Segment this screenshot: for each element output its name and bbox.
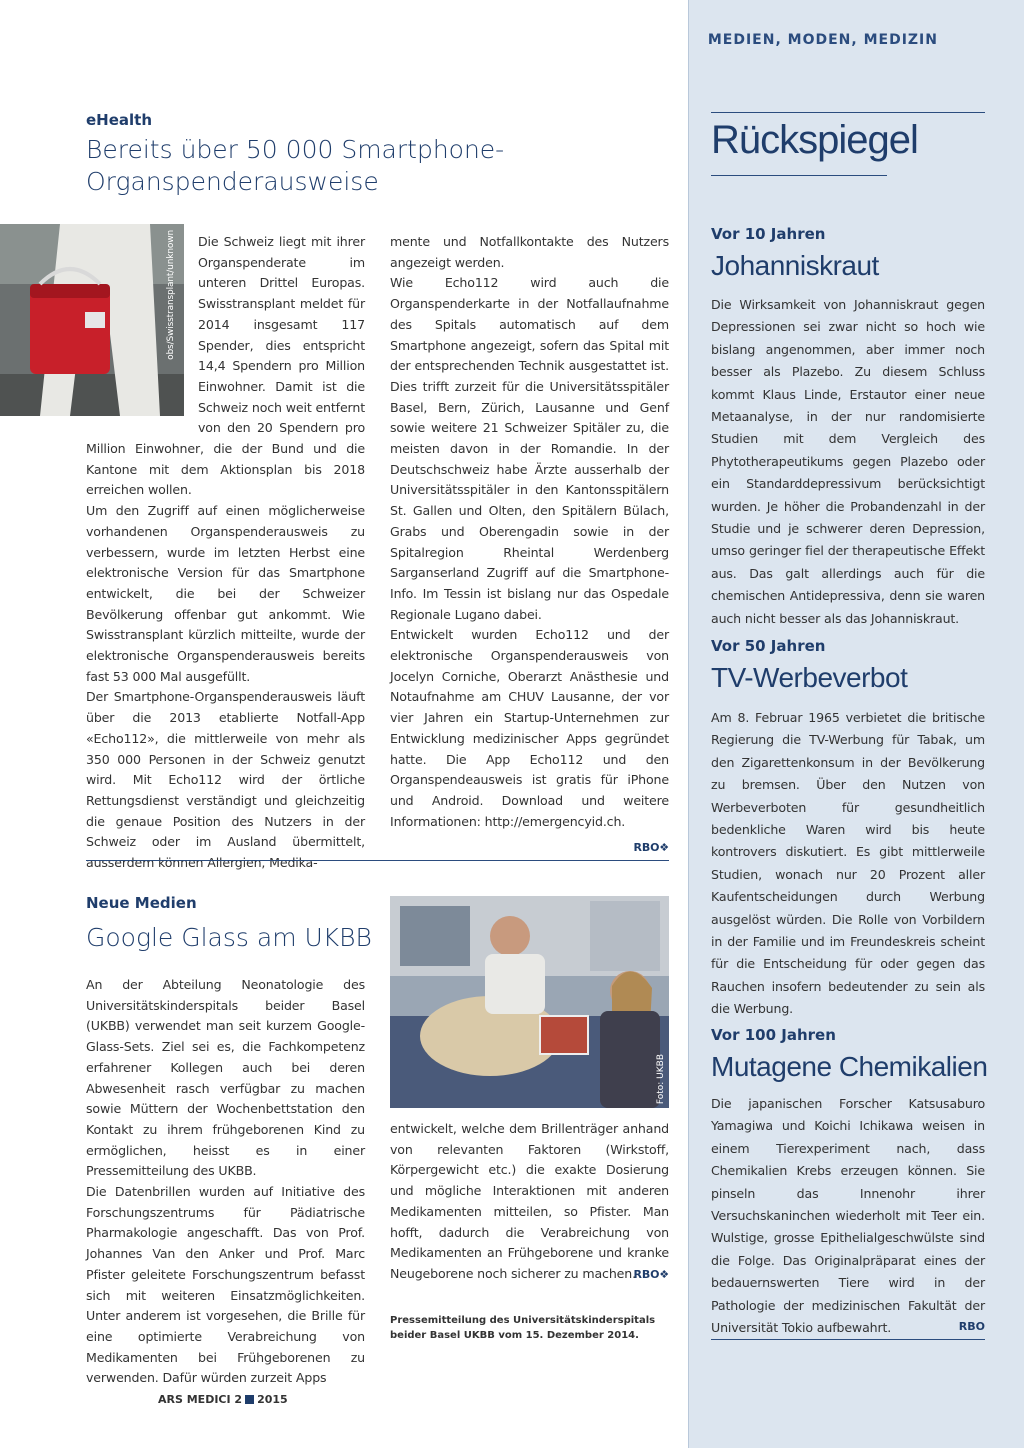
sidebar-item-2-title: TV-Werbeverbot xyxy=(711,662,908,693)
sidebar-item-1-text: Die Wirksamkeit von Johanniskraut gegen Depressionen sei zwar nicht so hoch wie bislang angenommen, aber immer noch besser als Plazebo. Zu diesem Schluss kommt Klaus Linde, Erstautor einer neue Metaanalyse, in der nur randomisierte Studien mit dem Vergleich des Phytotherapeutikums gegen Plazebo oder ein Standarddepressivum berücksichtigt wurden. Je höher die Probandenzahl in der Studie und je schwerer deren Depression, umso geringer fiel der therapeutische Effekt aus. Das galt allerdings auch für die chemischen Antidepressiva, denn sie waren auch nicht besser als das Johanniskraut. xyxy=(711,297,985,626)
ehealth-paragraph-4: mente und Notfallkontakte des Nutzers angezeigt werden. xyxy=(390,234,669,270)
footer-journal: ARS MEDICI 2 xyxy=(158,1393,243,1406)
ehealth-headline-line1: Bereits über 50 000 Smartphone- xyxy=(86,135,505,164)
ehealth-photo-credit: obs/Swisstransplant/unknown xyxy=(166,230,177,360)
ehealth-kicker: eHealth xyxy=(86,111,153,129)
sidebar-signature: RBO xyxy=(958,1320,985,1333)
ehealth-column-2 xyxy=(390,232,669,859)
sidebar-title: Rückspiegel xyxy=(711,118,918,162)
section-header: MEDIEN, MODEN, MEDIZIN xyxy=(707,32,938,48)
neonatal-photo xyxy=(390,896,669,1108)
article-divider xyxy=(86,860,669,861)
glass-caption: Pressemitteilung des Universitätskinderspitals beider Basel UKBB vom 15. Dezember 2014. xyxy=(390,1315,656,1341)
glass-photo-credit: Foto: UKBB xyxy=(656,1053,666,1104)
sidebar-top-rule xyxy=(711,112,985,113)
neonatal-care-image xyxy=(390,896,669,1108)
glass-paragraph-1: An der Abteilung Neonatologie des Universitätskinderspitals beider Basel (UKBB) verwendet man seit kurzem Google-Glass-Sets. Ziel sei es, die Fachkompetenz erfahrener Kollegen auch bei deren Abwesenheit rasch verfügbar zu machen sowie Müttern der Wochenbettstation den Kontakt zu ihrem frühgeborenen Kind zu ermöglichen, heisst es in einer Pressemitteilung des UKBB. xyxy=(86,977,365,1179)
organ-cooler-image xyxy=(0,224,184,416)
ehealth-headline xyxy=(86,134,646,198)
footer-year: 2015 xyxy=(257,1393,288,1406)
glass-paragraph-2: Die Datenbrillen wurden auf Initiative des Forschungszentrums für Pädiatrische Pharmakologie angeschafft. Das von Prof. Johannes Van den Anker und Prof. Marc Pfister geleitete Forschungszentrum befasst sich mit weiteren Einsatzmöglichkeiten. Unter anderem ist vorgesehen, die Brille für eine optimierte Verabreichung von Medikamenten bei Frühgeborenen zu verwenden. Dafür würden zurzeit Apps xyxy=(86,1184,365,1386)
ehealth-column-1 xyxy=(86,232,365,874)
glass-column-2 xyxy=(390,1119,669,1285)
sidebar-item-3-title: Mutagene Chemikalien xyxy=(711,1051,988,1082)
ehealth-paragraph-3: Der Smartphone-Organspenderausweis läuft über die 2013 etablierte Notfall-App «Echo112», die mittlerweile von mehr als 350 000 Personen in der Schweiz genutzt wird. Mit Echo112 wird der örtliche Rettungsdienst verständigt und gleichzeitig die genaue Position des Nutzers in der Schweiz oder im Ausland übermittelt, ausserdem können Allergien, Medika- xyxy=(86,689,365,871)
glass-kicker: Neue Medien xyxy=(86,894,197,912)
sidebar-item-2-text: Am 8. Februar 1965 verbietet die britische Regierung die TV-Werbung für Tabak, um den Zigarettenkonsum in der Bevölkerung zu bremsen. Über den Nutzen von Werbeverboten für gesundheitlich bedenkliche Waren wird bis heute kontrovers diskutiert. Es gibt mittlerweile Studien, wonach nur 20 Prozent aller Kaufentscheidungen durch Werbung ausgelöst würden. Die Rolle von Vorbildern in der Familie und im Freundeskreis scheint für die Entscheidung für oder gegen das Rauchen insofern bedeutender zu sein als die Werbung. xyxy=(711,710,985,1017)
ehealth-paragraph-6: Entwickelt wurden Echo112 und der elektronische Organspenderausweis von Jocelyn Corniche, Oberarzt Anästhesie und Notaufnahme am CHUV Lausanne, der vor vier Jahren ein Startup-Unternehmen zur Entwicklung medizinischer Apps gegründet hatte. Die App Echo112 und den Organspendeausweis ist gratis für iPhone und Android. Download und weitere Informationen: http://emergencyid.ch. xyxy=(390,627,669,829)
ehealth-headline-line2: Organspenderausweise xyxy=(86,167,379,196)
sidebar-item-2-kicker: Vor 50 Jahren xyxy=(711,637,826,655)
sidebar-item-1-title: Johanniskraut xyxy=(711,250,879,281)
sidebar-item-1-kicker: Vor 10 Jahren xyxy=(711,225,826,243)
sidebar-title-underline xyxy=(711,175,887,176)
glass-paragraph-3: entwickelt, welche dem Brillenträger anhand von relevanten Faktoren (Wirkstoff, Körpergewicht etc.) die exakte Dosierung und mögliche Interaktionen mit anderen Medikamenten mitteilen, so Pfister. Man hofft, dadurch die Verabreichung von Medikamenten an Frühgeborene und kranke Neugeborene noch sicherer zu machen. xyxy=(390,1121,669,1281)
sidebar-item-3-text: Die japanischen Forscher Katsusaburo Yamagiwa und Koichi Ichikawa weisen in einem Tierexperiment nach, dass Chemikalien Krebs erzeugen können. Sie pinseln das Innenohr ihrer Versuchskaninchen wiederholt mit Teer ein. Wulstige, grosse Epithelialgeschwülste sind die Folge. Das Originalpräparat eines der bedauernswerten Tiere wird in der Pathologie der medizinischen Fakultät der Universität Tokio aufbewahrt. xyxy=(711,1096,985,1336)
glass-column-1 xyxy=(86,975,365,1389)
glass-headline: Google Glass am UKBB xyxy=(86,923,372,952)
sidebar-item-3-kicker: Vor 100 Jahren xyxy=(711,1026,836,1044)
ehealth-paragraph-2: Um den Zugriff auf einen möglicherweise vorhandenen Organspenderausweis zu verbessern, wurde im letzten Herbst eine elektronische Version für das Smartphone entwickelt, die bei der Schweizer Bevölkerung offenbar gut ankommt. Wie Swisstransplant kürzlich mitteilte, wurde der elektronische Organspenderausweis bereits fast 53 000 Mal ausgefüllt. xyxy=(86,503,365,684)
ehealth-paragraph-5: Wie Echo112 wird auch die Organspenderkarte in der Notfallaufnahme des Spitals automatisch auf dem Smartphone angezeigt, sofern das Spital mit der entsprechenden Technik ausgestattet ist. Dies trifft zurzeit für die Universitätsspitäler Basel, Bern, Zürich, Lausanne und Genf sowie weitere 21 Schweizer Spitäler zu, die meisten davon in der Romandie. In der Deutschschweiz habe Ärzte ausserhalb der Universitätsspitäler in den Kantonsspitälern St. Gallen und Olten, den Spitälern Bülach, Grabs und Oberengadin sowie in der Spitalregion Rheintal Werdenberg Sarganserland Zugriff auf die Smartphone-Info. Im Tessin ist bislang nur das Ospedale Regionale Lugano dabei. xyxy=(390,275,669,622)
sidebar-bottom-rule xyxy=(711,1339,985,1340)
organ-cooler-photo xyxy=(0,224,184,416)
page-footer xyxy=(158,1393,288,1406)
footer-square-icon xyxy=(245,1395,254,1404)
ehealth-signature: RBO❖ xyxy=(633,841,669,855)
glass-signature: RBO❖ xyxy=(633,1267,669,1281)
ehealth-paragraph-1: Die Schweiz liegt mit ihrer Organspenderate im unteren Drittel Europas. Swisstransplant meldet für 2014 insgesamt 117 Spender, dies entspricht 14,4 Spendern pro Million Einwohner. Damit ist die Schweiz noch weit entfernt von den 20 Spendern pro Million Einwohner, die der Bund und die Kantone mit dem Aktionsplan bis 2018 erreichen wollen. xyxy=(86,234,365,498)
